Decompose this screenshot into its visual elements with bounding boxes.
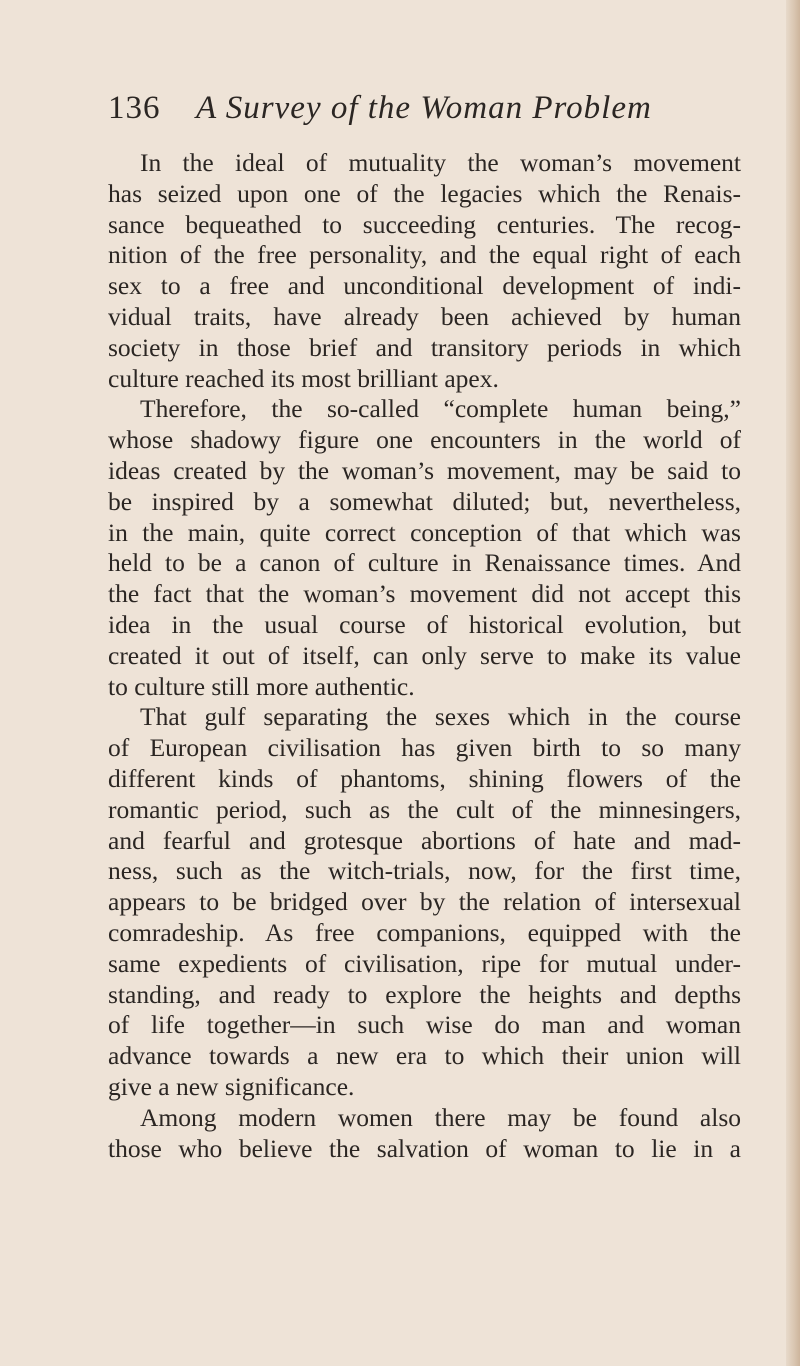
text-line: has seized upon one of the legacies which the Renais- [108,178,741,208]
text-line: idea in the usual course of historical evolution, but [108,609,741,639]
text-line: and fearful and grotesque abortions of hate and mad- [108,825,741,855]
text-line: same expedients of civilisation, ripe for mutual under- [108,948,741,978]
text-line: standing, and ready to explore the heights and depths [108,979,741,1009]
running-title: A Survey of the Woman Problem [196,90,652,126]
page-number: 136 [108,90,161,126]
text-line: In the ideal of mutuality the woman’s movement [140,148,741,177]
text-line: created it out of itself, can only serve to make its value [108,640,741,670]
text-line: vidual traits, have already been achieved by human [108,301,741,331]
text-line: comradeship. As free companions, equipped with the [108,917,741,947]
text-line: be inspired by a somewhat diluted; but, nevertheless, [108,486,741,516]
text-line: in the main, quite correct conception of that which was [108,517,741,547]
running-header [108,88,728,128]
page-edge [786,0,800,1366]
body-text [108,148,741,1164]
text-line: those who believe the salvation of woman to lie in a [108,1133,741,1163]
text-line: nition of the free personality, and the equal right of each [108,240,741,270]
text-line: advance towards a new era to which their union will [108,1041,741,1071]
text-line: the fact that the woman’s movement did not accept this [108,579,741,609]
text-line: appears to be bridged over by the relation of intersexual [108,887,741,917]
text-line: culture reached its most brilliant apex. [108,363,499,393]
text-line: sex to a free and unconditional development of indi- [108,271,741,301]
text-line: That gulf separating the sexes which in the course [140,702,741,732]
text-line: sance bequeathed to succeeding centuries. The recog- [108,209,741,239]
text-line: ideas created by the woman’s movement, may be said to [108,455,741,485]
text-line: ness, such as the witch-trials, now, for the first time, [108,856,741,886]
text-line: whose shadowy figure one encounters in the world of [108,425,741,455]
text-line: Among modern women there may be found also [140,1102,741,1132]
text-line: society in those brief and transitory periods in which [108,332,741,362]
text-line: of life together—in such wise do man and woman [108,1010,741,1040]
text-line: different kinds of phantoms, shining flowers of the [108,763,741,793]
text-line: held to be a canon of culture in Renaissance times. And [108,548,741,578]
text-line: romantic period, such as the cult of the minnesingers, [108,794,741,824]
text-line: give a new significance. [108,1071,355,1101]
text-line: of European civilisation has given birth to so many [108,733,741,763]
text-line: Therefore, the so-called “complete human being,” [140,394,741,424]
text-line: to culture still more authentic. [108,671,415,701]
